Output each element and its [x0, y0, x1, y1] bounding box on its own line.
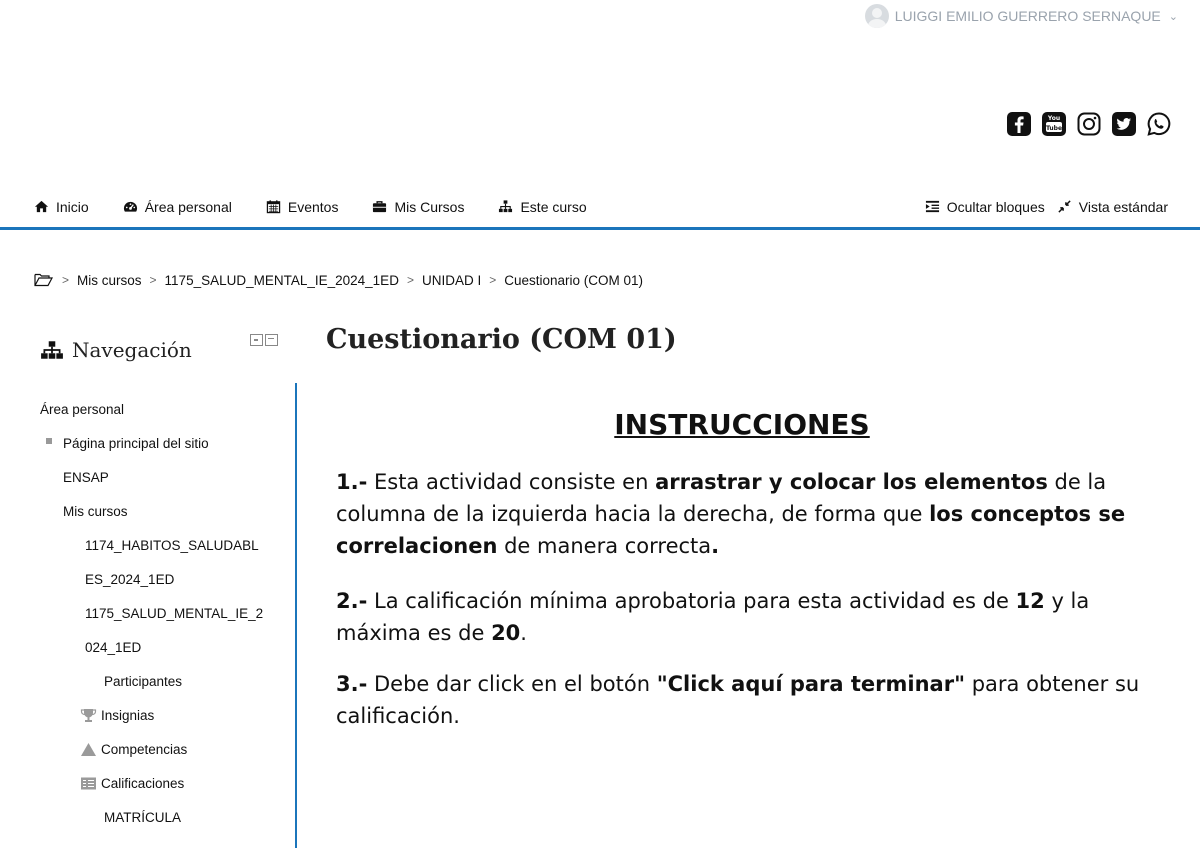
instruction-bold: "Click aquí para terminar": [656, 672, 966, 696]
instruction-1: [336, 466, 1166, 562]
tree-item-label: Calificaciones: [101, 776, 185, 791]
block-controls: [250, 334, 278, 346]
block-divider: [295, 383, 297, 848]
tree-item-label: 1174_HABITOS_SALUDABL: [85, 538, 259, 553]
nav-right-actions: [925, 199, 1168, 215]
main-navbar: [0, 186, 1200, 230]
instruction-3: [336, 668, 1166, 732]
youtube-icon[interactable]: [1041, 111, 1067, 137]
svg-text:Tube: Tube: [1045, 125, 1063, 132]
standard-view-button[interactable]: [1057, 199, 1168, 215]
user-menu[interactable]: [865, 4, 1178, 28]
instruction-text: .: [520, 621, 527, 645]
breadcrumb: [34, 272, 643, 288]
tree-item-course-1174-cont[interactable]: [85, 572, 174, 587]
tree-item-ensap[interactable]: [63, 470, 109, 485]
instruction-2: [336, 585, 1166, 649]
instruction-text: La calificación mínima aprobatoria para esta actividad es de: [367, 589, 1016, 613]
sitemap-icon: [40, 340, 64, 360]
nav-eventos[interactable]: [266, 199, 339, 215]
breadcrumb-separator: >: [406, 273, 414, 287]
instagram-icon[interactable]: [1076, 111, 1102, 137]
breadcrumb-separator: >: [489, 273, 497, 287]
avatar: [865, 4, 889, 28]
navigation-block-header: [40, 338, 192, 362]
tree-item-label: MATRÍCULA: [104, 810, 182, 825]
instruction-bold: .: [711, 534, 720, 558]
breadcrumb-unit[interactable]: UNIDAD I: [421, 272, 482, 288]
instruction-bold: los conceptos se correlacionen: [336, 502, 1126, 558]
nav-mis-cursos-label: Mis Cursos: [394, 198, 465, 215]
breadcrumb-current[interactable]: Cuestionario (COM 01): [504, 272, 644, 288]
collapse-block-icon[interactable]: [250, 334, 263, 346]
breadcrumb-course[interactable]: 1175_SALUD_MENTAL_IE_2024_1ED: [164, 272, 399, 288]
tree-item-insignias[interactable]: [80, 708, 154, 723]
instruction-bold: arrastrar y colocar los elementos: [655, 470, 1048, 494]
whatsapp-icon[interactable]: [1146, 111, 1172, 137]
bullet-icon: [46, 438, 52, 444]
dashboard-icon: [123, 199, 138, 214]
briefcase-icon: [372, 199, 387, 214]
nav-inicio[interactable]: [34, 199, 89, 215]
tree-item-course-1175[interactable]: [85, 606, 263, 621]
hide-blocks-label: Ocultar bloques: [946, 198, 1045, 215]
outdent-icon: [925, 199, 940, 214]
nav-mis-cursos[interactable]: [372, 199, 464, 215]
dock-block-icon[interactable]: [265, 334, 278, 346]
trophy-icon: [80, 708, 97, 723]
svg-text:You: You: [1047, 115, 1061, 122]
tree-item-label: Área personal: [40, 402, 125, 417]
tree-item-label: Mis cursos: [63, 504, 128, 519]
instruction-bold: 20: [491, 621, 521, 645]
tree-item-matricula[interactable]: [104, 810, 181, 825]
chevron-down-icon: ⌄: [1168, 10, 1178, 23]
instruction-text: y la máxima es de: [336, 589, 1090, 645]
social-links: [1006, 111, 1172, 137]
tree-item-competencias[interactable]: [80, 742, 187, 757]
tree-item-label: Página principal del sitio: [63, 436, 209, 451]
instruction-text: Debe dar click en el botón: [367, 672, 657, 696]
instruction-text: de manera correcta: [497, 534, 712, 558]
instruction-text: para obtener su calificación.: [336, 672, 1140, 728]
user-name: LUIGGI EMILIO GUERRERO SERNAQUE: [894, 8, 1161, 24]
nav-inicio-label: Inicio: [56, 198, 89, 215]
breadcrumb-separator: >: [62, 273, 70, 287]
instruction-text: Esta actividad consiste en: [367, 470, 656, 494]
instruction-text: de la columna de la izquierda hacia la derecha, de forma que: [336, 470, 1107, 526]
compress-icon: [1057, 199, 1072, 214]
instruction-number: 2.-: [336, 589, 368, 613]
grades-icon: [80, 776, 97, 791]
tree-item-label: 1175_SALUD_MENTAL_IE_2: [85, 606, 264, 621]
folder-open-icon[interactable]: [34, 272, 54, 288]
breadcrumb-mis-cursos[interactable]: Mis cursos: [77, 272, 142, 288]
tree-item-label: Participantes: [104, 674, 183, 689]
standard-view-label: Vista estándar: [1078, 198, 1168, 215]
tree-item-label: 024_1ED: [85, 640, 142, 655]
twitter-icon[interactable]: [1111, 111, 1137, 137]
instructions-heading: INSTRUCCIONES: [614, 408, 870, 441]
instruction-number: 1.-: [336, 470, 368, 494]
tree-item-site-home[interactable]: [46, 436, 209, 451]
tree-item-label: Insignias: [101, 708, 155, 723]
hide-blocks-button[interactable]: [925, 199, 1045, 215]
tree-item-participantes[interactable]: [104, 674, 182, 689]
tree-item-course-1175-cont[interactable]: [85, 640, 141, 655]
breadcrumb-separator: >: [149, 273, 157, 287]
navigation-block-title: Navegación: [72, 338, 192, 362]
nav-area-personal-label: Área personal: [144, 198, 232, 215]
nav-este-curso[interactable]: [498, 199, 586, 215]
sitemap-icon: [498, 199, 513, 214]
nav-area-personal[interactable]: [123, 199, 232, 215]
page-title: Cuestionario (COM 01): [326, 324, 677, 355]
tree-item-area-personal[interactable]: [40, 402, 124, 417]
tree-item-label: ENSAP: [63, 470, 109, 485]
tree-item-mis-cursos[interactable]: [63, 504, 128, 519]
calendar-icon: [266, 199, 281, 214]
tree-item-label: Competencias: [101, 742, 188, 757]
home-icon: [34, 199, 49, 214]
instruction-number: 3.-: [336, 672, 368, 696]
tree-item-course-1174[interactable]: [85, 538, 259, 553]
nav-eventos-label: Eventos: [287, 198, 339, 215]
competencies-icon: [80, 742, 97, 757]
tree-item-calificaciones[interactable]: [80, 776, 184, 791]
tree-item-label: ES_2024_1ED: [85, 572, 175, 587]
nav-este-curso-label: Este curso: [520, 198, 587, 215]
facebook-icon[interactable]: [1006, 111, 1032, 137]
instruction-bold: 12: [1015, 589, 1045, 613]
